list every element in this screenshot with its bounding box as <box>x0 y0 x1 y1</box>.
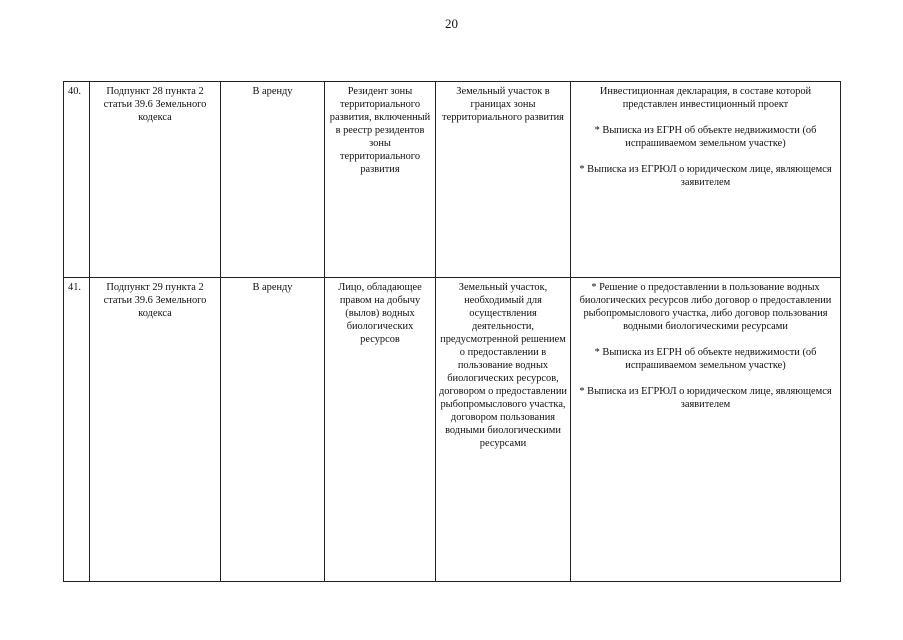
applicant-cell: Резидент зоны территориального развития, включенный в реестр резидентов зоны территориального развития <box>325 82 436 278</box>
row-number: 41. <box>64 278 90 582</box>
provision-type-cell: В аренду <box>221 278 325 582</box>
legal-basis-cell: Подпункт 29 пункта 2 статьи 39.6 Земельного кодекса <box>90 278 221 582</box>
document-item: * Выписка из ЕГРН об объекте недвижимости (об испрашиваемом земельном участке) <box>594 347 817 371</box>
documents-cell <box>571 82 841 278</box>
table-row <box>64 278 841 582</box>
land-plot-cell: Земельный участок, необходимый для осуществления деятельности, предусмотренной решением о предоставлении в пользование водных биологических ресурсов, договором о предоставлении рыбопромыслового участка, договором пользования водными биологическими ресурсами <box>436 278 571 582</box>
row-number: 40. <box>64 82 90 278</box>
page-number: 20 <box>445 16 458 31</box>
applicant-cell: Лицо, обладающее правом на добычу (вылов) водных биологических ресурсов <box>325 278 436 582</box>
document-item: * Выписка из ЕГРЮЛ о юридическом лице, являющемся заявителем <box>579 164 832 188</box>
legal-basis-cell: Подпункт 28 пункта 2 статьи 39.6 Земельного кодекса <box>90 82 221 278</box>
land-plot-cell: Земельный участок в границах зоны территориального развития <box>436 82 571 278</box>
document-item: * Выписка из ЕГРН об объекте недвижимости (об испрашиваемом земельном участке) <box>594 125 817 149</box>
document-item: Инвестиционная декларация, в составе которой представлен инвестиционный проект <box>599 86 812 110</box>
provision-type-cell: В аренду <box>221 82 325 278</box>
table-row <box>64 82 841 278</box>
documents-cell <box>571 278 841 582</box>
document-table <box>63 81 841 582</box>
document-item: * Решение о предоставлении в пользование водных биологических ресурсов либо договор о предоставлении рыбопромыслового участка, либо договор пользования водными биологическими ресурсами <box>579 282 832 332</box>
document-item: * Выписка из ЕГРЮЛ о юридическом лице, являющемся заявителем <box>579 386 832 410</box>
